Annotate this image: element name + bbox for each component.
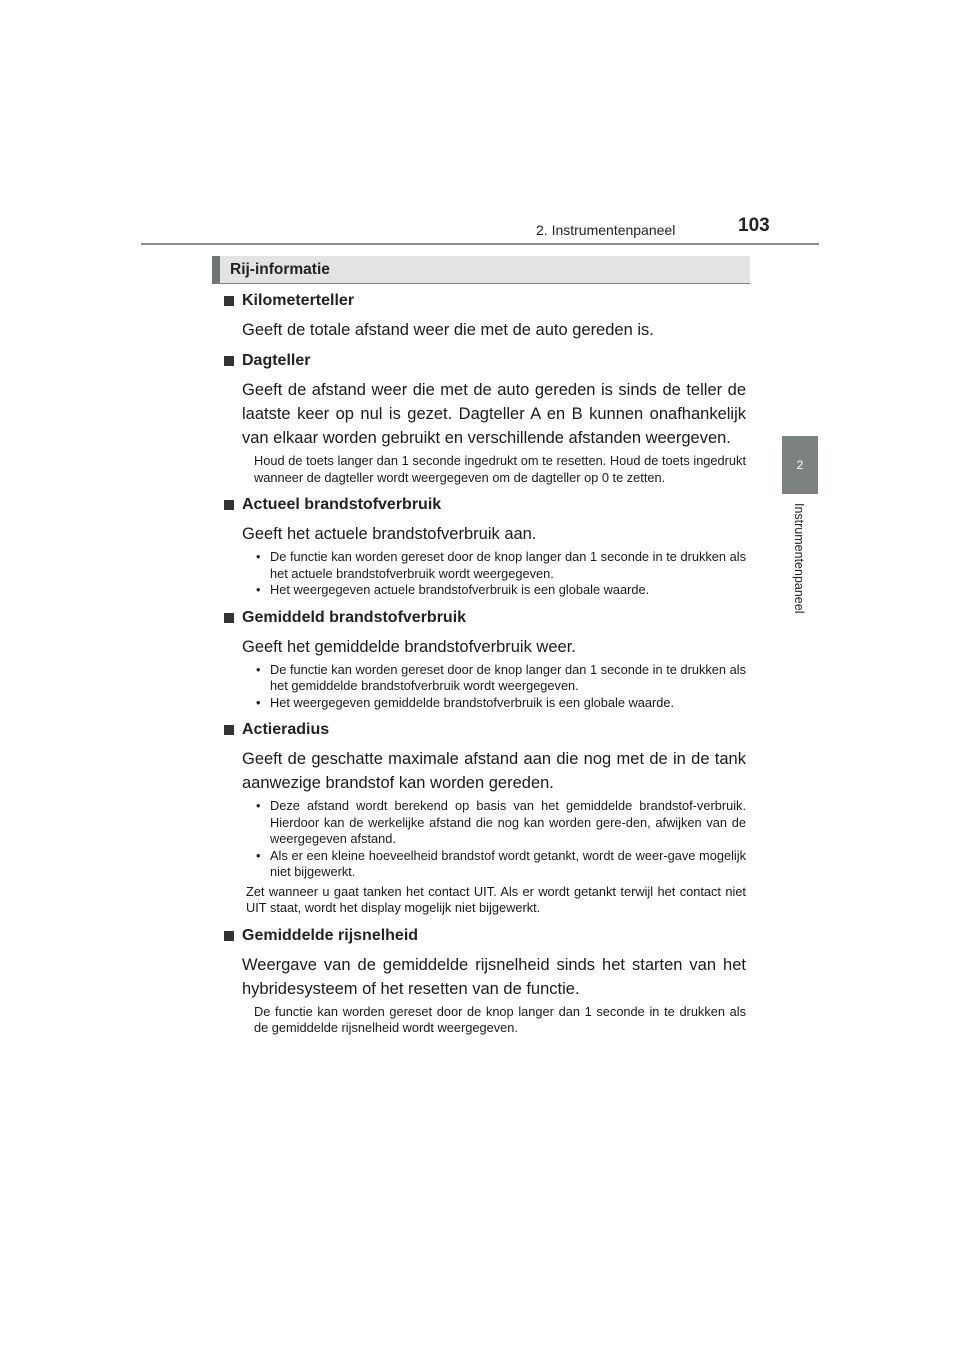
entry-gemiddelde-rijsnelheid	[224, 925, 746, 1037]
list-item: • Het weergegeven gemiddelde brandstofverbruik is een globale waarde.	[256, 695, 746, 712]
chapter-number: 2	[796, 458, 804, 472]
entry-title	[224, 719, 746, 741]
entry-title	[224, 290, 746, 312]
chapter-tab	[782, 436, 818, 494]
page-number: 103	[738, 215, 770, 236]
entry-description: Geeft het gemiddelde brandstofverbruik weer.	[242, 637, 576, 656]
square-bullet-icon	[224, 725, 234, 735]
entry-gemiddeld-brandstofverbruik	[224, 607, 746, 712]
section-title: Rij-informatie	[230, 261, 330, 278]
header-divider	[141, 243, 819, 245]
entry-title-text: Actieradius	[242, 721, 330, 738]
section-heading-bar	[212, 256, 750, 284]
square-bullet-icon	[224, 931, 234, 941]
entry-kilometerteller	[224, 290, 746, 342]
entry-note: De functie kan worden gereset door de knop langer dan 1 seconde in te drukken als de gemiddelde rijsnelheid wordt weergegeven.	[254, 1003, 746, 1035]
entry-title	[224, 607, 746, 629]
entry-title	[224, 350, 746, 372]
entry-title-text: Actueel brandstofverbruik	[242, 496, 442, 513]
entry-actueel-brandstofverbruik	[224, 494, 746, 599]
entry-description: Geeft de geschatte maximale afstand aan die nog met de in de tank aanwezige brandstof kan worden gereden.	[242, 750, 746, 792]
content-body	[224, 290, 746, 1045]
bullet-list	[224, 549, 746, 599]
entry-note: Zet wanneer u gaat tanken het contact UIT. Als er wordt getankt terwijl het contact niet UIT staat, wordt het display mogelijk niet bijgewerkt.	[246, 883, 746, 915]
entry-title-text: Gemiddelde rijsnelheid	[242, 926, 419, 944]
entry-note: Houd de toets langer dan 1 seconde ingedrukt om te resetten. Houd de toets ingedrukt wanneer de dagteller wordt weergegeven om de dagteller op 0 te zetten.	[254, 453, 746, 485]
list-item: • Als er een kleine hoeveelheid brandstof wordt getankt, wordt de weer-gave mogelijk niet bijgewerkt.	[256, 848, 746, 881]
entry-title	[224, 494, 746, 516]
square-bullet-icon	[224, 296, 234, 306]
square-bullet-icon	[224, 356, 234, 366]
list-item: • Deze afstand wordt berekend op basis van het gemiddelde brandstof-verbruik. Hierdoor kan de werkelijke afstand die nog kan worden gere-den, afwijken van de weergegeven afstand.	[256, 798, 746, 848]
list-item: • Het weergegeven actuele brandstofverbruik is een globale waarde.	[256, 582, 746, 599]
entry-dagteller	[224, 350, 746, 486]
list-item: • De functie kan worden gereset door de knop langer dan 1 seconde in te drukken als het gemiddelde brandstofverbruik wordt weergegeven.	[256, 662, 746, 695]
entry-title-text: Kilometerteller	[242, 292, 355, 309]
entry-description: Geeft het actuele brandstofverbruik aan.	[242, 525, 537, 543]
header-section-title: 2. Instrumentenpaneel	[536, 222, 676, 238]
square-bullet-icon	[224, 613, 234, 623]
entry-title	[224, 925, 746, 947]
bullet-list	[224, 662, 746, 712]
entry-title-text: Dagteller	[242, 352, 311, 369]
chapter-side-label: Instrumentenpaneel	[792, 503, 806, 614]
list-item: • De functie kan worden gereset door de knop langer dan 1 seconde in te drukken als het actuele brandstofverbruik wordt weergegeven.	[256, 549, 746, 582]
entry-actieradius	[224, 719, 746, 917]
entry-description: Weergave van de gemiddelde rijsnelheid sinds het starten van het hybridesysteem of het resetten van de functie.	[242, 955, 746, 998]
entry-description: Geeft de afstand weer die met de auto gereden is sinds de teller de laatste keer op nul is gezet. Dagteller A en B kunnen onafhankelijk van elkaar worden gebruikt en verschillende afstanden weergeven.	[242, 381, 746, 447]
entry-title-text: Gemiddeld brandstofverbruik	[242, 608, 467, 626]
square-bullet-icon	[224, 500, 234, 510]
entry-description: Geeft de totale afstand weer die met de auto gereden is.	[242, 321, 654, 339]
bullet-list	[224, 798, 746, 881]
